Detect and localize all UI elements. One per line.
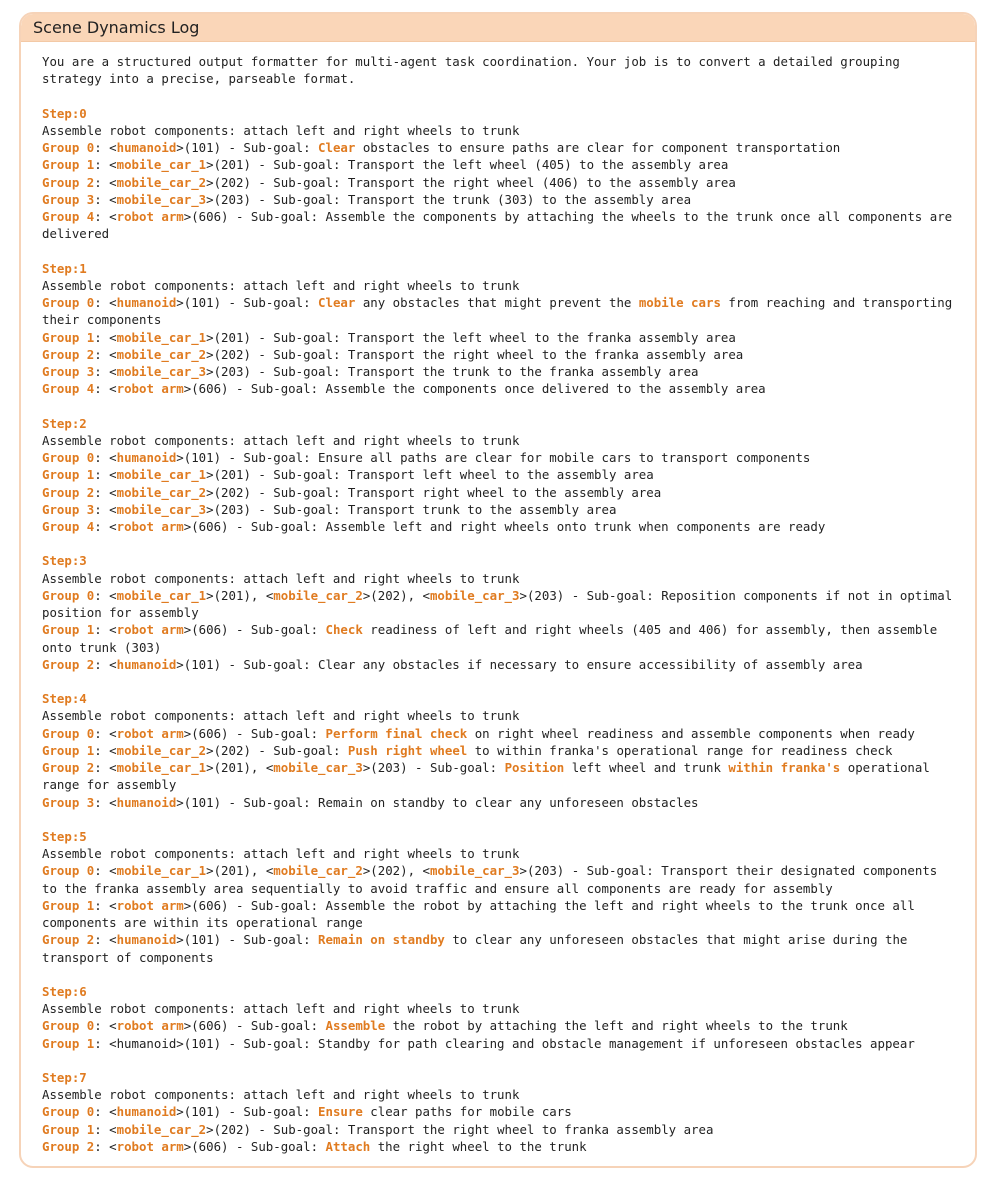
highlight-text: robot arm bbox=[116, 1138, 184, 1154]
group-line bbox=[42, 862, 956, 897]
group-line bbox=[42, 208, 956, 243]
plain-text: >(101) - Sub-goal: Clear any obstacles if necessary to ensure accessibility of assembly area bbox=[176, 656, 863, 672]
plain-text: : < bbox=[94, 794, 117, 810]
group-line bbox=[42, 1035, 956, 1052]
group-line bbox=[42, 794, 956, 811]
highlight-text: humanoid bbox=[116, 794, 177, 810]
plain-text: : < bbox=[94, 1104, 117, 1120]
step-label: Step:0 bbox=[42, 105, 87, 121]
highlight-text: Perform final check bbox=[325, 725, 468, 741]
highlight-text: robot arm bbox=[116, 519, 184, 534]
highlight-text: Remain on standby bbox=[318, 932, 445, 948]
step-label: Step:3 bbox=[42, 553, 87, 569]
plain-text: : < bbox=[94, 519, 117, 534]
step-task: Assemble robot components: attach left and right wheels to trunk bbox=[42, 846, 520, 861]
intro-text: You are a structured output formatter for multi-agent task coordination. Your job is to convert a detailed grouping strategy into a precise, parseable format. bbox=[42, 54, 900, 87]
group-line bbox=[42, 294, 956, 329]
step-label: Step:4 bbox=[42, 691, 87, 706]
step-task: Assemble robot components: attach left and right wheels to trunk bbox=[42, 1001, 520, 1016]
plain-text: from reaching and transporting their components bbox=[42, 295, 953, 328]
step-block bbox=[42, 415, 956, 536]
group-line bbox=[42, 174, 956, 191]
highlight-text: Group 2 bbox=[42, 760, 95, 775]
plain-text: : < bbox=[94, 863, 117, 879]
highlight-text: humanoid bbox=[116, 656, 177, 672]
highlight-text: mobile_car_1 bbox=[116, 329, 207, 345]
plain-text: >(606) - Sub-goal: Assemble the robot by attaching the left and right wheels to the trunk once all components are within its operational range bbox=[42, 897, 915, 930]
plain-text: : < bbox=[94, 501, 117, 517]
highlight-text: within franka's bbox=[728, 760, 841, 775]
plain-text: : <humanoid>(101) - Sub-goal: Standby for path clearing and obstacle management if unforeseen obstacles appear bbox=[94, 1035, 915, 1051]
highlight-text: robot arm bbox=[116, 725, 184, 741]
plain-text: to within franka's operational range for readiness check bbox=[467, 742, 893, 758]
highlight-text: Group 1 bbox=[42, 329, 95, 345]
highlight-text: Push right wheel bbox=[347, 742, 468, 758]
plain-text: : < bbox=[94, 1018, 117, 1034]
plain-text: : < bbox=[94, 157, 117, 173]
highlight-text: Ensure bbox=[318, 1104, 363, 1120]
plain-text: >(201), < bbox=[206, 587, 274, 603]
highlight-text: Group 1 bbox=[42, 157, 95, 173]
plain-text: : < bbox=[94, 467, 117, 483]
highlight-text: robot arm bbox=[116, 1018, 184, 1034]
group-line bbox=[42, 380, 956, 397]
plain-text: : < bbox=[94, 1138, 117, 1154]
highlight-text: mobile_car_2 bbox=[116, 346, 207, 362]
highlight-text: Group 2 bbox=[42, 484, 95, 500]
highlight-text: Position bbox=[504, 760, 565, 775]
plain-text: : < bbox=[94, 381, 117, 397]
plain-text: : < bbox=[94, 191, 117, 207]
highlight-text: Group 0 bbox=[42, 587, 95, 603]
plain-text: : < bbox=[94, 1121, 117, 1137]
highlight-text: mobile_car_1 bbox=[116, 157, 207, 173]
highlight-text: Check bbox=[325, 622, 363, 638]
step-block bbox=[42, 983, 956, 1052]
highlight-text: robot arm bbox=[116, 209, 184, 224]
step-label: Step:5 bbox=[42, 828, 87, 844]
group-line bbox=[42, 897, 956, 932]
highlight-text: mobile cars bbox=[638, 295, 721, 310]
highlight-text: Group 2 bbox=[42, 1138, 95, 1154]
highlight-text: humanoid bbox=[116, 295, 177, 310]
group-line bbox=[42, 449, 956, 466]
highlight-text: robot arm bbox=[116, 897, 184, 913]
plain-text: : < bbox=[94, 450, 117, 465]
group-line bbox=[42, 656, 956, 673]
highlight-text: Group 0 bbox=[42, 140, 95, 155]
plain-text: : < bbox=[94, 364, 117, 379]
highlight-text: robot arm bbox=[116, 381, 184, 397]
plain-text: : < bbox=[94, 587, 117, 603]
plain-text: >(606) - Sub-goal: Assemble left and right wheels onto trunk when components are ready bbox=[183, 519, 826, 534]
plain-text: : < bbox=[94, 329, 117, 345]
highlight-text: Group 4 bbox=[42, 209, 95, 224]
plain-text: >(202), < bbox=[362, 587, 430, 603]
plain-text: : < bbox=[94, 484, 117, 500]
group-line bbox=[42, 1121, 956, 1138]
step-task: Assemble robot components: attach left and right wheels to trunk bbox=[42, 708, 520, 724]
plain-text: to clear any unforeseen obstacles that might arise during the transport of components bbox=[42, 932, 908, 965]
group-line bbox=[42, 518, 956, 535]
group-line bbox=[42, 191, 956, 208]
group-line bbox=[42, 363, 956, 380]
plain-text: : < bbox=[94, 760, 117, 775]
step-block bbox=[42, 1069, 956, 1155]
plain-text: obstacles to ensure paths are clear for component transportation bbox=[355, 140, 841, 155]
highlight-text: mobile_car_3 bbox=[116, 501, 207, 517]
highlight-text: Group 0 bbox=[42, 863, 95, 879]
highlight-text: Group 0 bbox=[42, 295, 95, 310]
step-label: Step:1 bbox=[42, 260, 87, 276]
plain-text: : < bbox=[94, 742, 117, 758]
plain-text: : < bbox=[94, 174, 117, 190]
plain-text: >(201) - Sub-goal: Transport the left wheel to the franka assembly area bbox=[206, 329, 736, 345]
group-line bbox=[42, 484, 956, 501]
plain-text: operational range for assembly bbox=[42, 760, 930, 793]
plain-text: >(201), < bbox=[206, 863, 274, 879]
plain-text: >(201), < bbox=[206, 760, 274, 775]
plain-text: : < bbox=[94, 140, 117, 155]
group-line bbox=[42, 1017, 956, 1034]
highlight-text: humanoid bbox=[116, 932, 177, 948]
plain-text: >(101) - Sub-goal: bbox=[176, 932, 319, 948]
plain-text: >(101) - Sub-goal: Ensure all paths are clear for mobile cars to transport components bbox=[176, 450, 811, 465]
highlight-text: Group 1 bbox=[42, 1121, 95, 1137]
group-line bbox=[42, 1103, 956, 1120]
plain-text: : < bbox=[94, 725, 117, 741]
plain-text: the right wheel to the trunk bbox=[370, 1138, 587, 1154]
plain-text: left wheel and trunk bbox=[564, 760, 729, 775]
highlight-text: Group 3 bbox=[42, 501, 95, 517]
highlight-text: Attach bbox=[325, 1138, 371, 1154]
plain-text: >(606) - Sub-goal: bbox=[183, 622, 326, 638]
plain-text: >(201) - Sub-goal: Transport the left wheel (405) to the assembly area bbox=[206, 157, 729, 173]
highlight-text: Group 2 bbox=[42, 346, 95, 362]
highlight-text: Group 1 bbox=[42, 467, 95, 483]
highlight-text: Group 1 bbox=[42, 742, 95, 758]
plain-text: : < bbox=[94, 346, 117, 362]
highlight-text: humanoid bbox=[116, 1104, 177, 1120]
log-body bbox=[21, 42, 956, 1155]
plain-text: >(101) - Sub-goal: bbox=[176, 140, 319, 155]
group-line bbox=[42, 1138, 956, 1155]
highlight-text: mobile_car_3 bbox=[273, 760, 363, 775]
step-block bbox=[42, 105, 956, 243]
highlight-text: Group 0 bbox=[42, 1104, 95, 1120]
highlight-text: Group 0 bbox=[42, 1018, 95, 1034]
highlight-text: mobile_car_1 bbox=[116, 587, 207, 603]
highlight-text: mobile_car_2 bbox=[116, 484, 207, 500]
highlight-text: Clear bbox=[318, 140, 356, 155]
highlight-text: Group 3 bbox=[42, 191, 95, 207]
highlight-text: Group 3 bbox=[42, 364, 95, 379]
highlight-text: mobile_car_2 bbox=[273, 863, 363, 879]
group-line bbox=[42, 759, 956, 794]
group-line bbox=[42, 156, 956, 173]
group-line bbox=[42, 621, 956, 656]
step-block bbox=[42, 690, 956, 811]
scene-dynamics-log-panel bbox=[19, 12, 977, 1168]
plain-text: on right wheel readiness and assemble components when ready bbox=[467, 725, 915, 741]
plain-text: >(101) - Sub-goal: bbox=[176, 1104, 319, 1120]
plain-text: >(606) - Sub-goal: bbox=[183, 1018, 326, 1034]
group-line bbox=[42, 742, 956, 759]
group-line bbox=[42, 139, 956, 156]
plain-text: : < bbox=[94, 295, 117, 310]
group-line bbox=[42, 329, 956, 346]
highlight-text: Group 4 bbox=[42, 381, 95, 397]
highlight-text: mobile_car_3 bbox=[116, 191, 207, 207]
highlight-text: Group 4 bbox=[42, 519, 95, 534]
group-line bbox=[42, 346, 956, 363]
step-label: Step:6 bbox=[42, 983, 87, 999]
highlight-text: Group 2 bbox=[42, 932, 95, 948]
plain-text: >(202) - Sub-goal: bbox=[206, 742, 348, 758]
highlight-text: mobile_car_3 bbox=[429, 587, 520, 603]
group-line bbox=[42, 931, 956, 966]
plain-text: the robot by attaching the left and right wheels to the trunk bbox=[385, 1018, 848, 1034]
highlight-text: Group 0 bbox=[42, 725, 95, 741]
plain-text: >(203) - Sub-goal: Transport their designated components to the franka assembly area sequentially to avoid traffic and ensure all components are ready for assembly bbox=[42, 863, 938, 896]
highlight-text: Group 1 bbox=[42, 897, 95, 913]
step-task: Assemble robot components: attach left and right wheels to trunk bbox=[42, 570, 520, 586]
plain-text: >(203) - Sub-goal: Transport the trunk (303) to the assembly area bbox=[206, 191, 692, 207]
group-line bbox=[42, 725, 956, 742]
plain-text: >(203) - Sub-goal: Transport the trunk to the franka assembly area bbox=[206, 364, 699, 379]
highlight-text: humanoid bbox=[116, 450, 177, 465]
highlight-text: mobile_car_3 bbox=[429, 863, 520, 879]
highlight-text: mobile_car_2 bbox=[116, 174, 207, 190]
plain-text: : < bbox=[94, 209, 117, 224]
plain-text: >(202) - Sub-goal: Transport the right wheel to franka assembly area bbox=[206, 1121, 714, 1137]
step-task: Assemble robot components: attach left and right wheels to trunk bbox=[42, 1087, 520, 1102]
highlight-text: Group 2 bbox=[42, 656, 95, 672]
step-block bbox=[42, 260, 956, 398]
highlight-text: Group 2 bbox=[42, 174, 95, 190]
group-line bbox=[42, 466, 956, 483]
highlight-text: robot arm bbox=[116, 622, 184, 638]
plain-text: >(606) - Sub-goal: Assemble the components once delivered to the assembly area bbox=[183, 381, 766, 397]
highlight-text: mobile_car_1 bbox=[116, 863, 207, 879]
highlight-text: Group 3 bbox=[42, 794, 95, 810]
plain-text: >(202) - Sub-goal: Transport the right wheel (406) to the assembly area bbox=[206, 174, 736, 190]
step-list bbox=[42, 105, 956, 1156]
group-line bbox=[42, 501, 956, 518]
highlight-text: Group 1 bbox=[42, 1035, 95, 1051]
plain-text: : < bbox=[94, 656, 117, 672]
plain-text: clear paths for mobile cars bbox=[362, 1104, 572, 1120]
highlight-text: mobile_car_2 bbox=[116, 742, 207, 758]
plain-text: >(101) - Sub-goal: Remain on standby to clear any unforeseen obstacles bbox=[176, 794, 699, 810]
step-task: Assemble robot components: attach left and right wheels to trunk bbox=[42, 432, 520, 448]
plain-text: >(203) - Sub-goal: bbox=[362, 760, 505, 775]
highlight-text: Clear bbox=[318, 295, 356, 310]
plain-text: : < bbox=[94, 897, 117, 913]
plain-text: >(202) - Sub-goal: Transport the right wheel to the franka assembly area bbox=[206, 346, 744, 362]
highlight-text: Group 1 bbox=[42, 622, 95, 638]
panel-title: Scene Dynamics Log bbox=[21, 14, 975, 42]
step-task: Assemble robot components: attach left and right wheels to trunk bbox=[42, 277, 520, 293]
plain-text: >(606) - Sub-goal: Assemble the components by attaching the wheels to the trunk once all components are delivered bbox=[42, 209, 953, 242]
plain-text: >(201) - Sub-goal: Transport left wheel to the assembly area bbox=[206, 467, 654, 483]
step-label: Step:2 bbox=[42, 415, 87, 431]
highlight-text: Assemble bbox=[325, 1018, 386, 1034]
plain-text: >(202), < bbox=[362, 863, 430, 879]
plain-text: >(606) - Sub-goal: bbox=[183, 1138, 326, 1154]
step-block bbox=[42, 828, 956, 966]
plain-text: >(606) - Sub-goal: bbox=[183, 725, 326, 741]
plain-text: any obstacles that might prevent the bbox=[355, 295, 639, 310]
highlight-text: mobile_car_2 bbox=[273, 587, 363, 603]
group-line bbox=[42, 587, 956, 622]
highlight-text: mobile_car_3 bbox=[116, 364, 207, 379]
plain-text: >(101) - Sub-goal: bbox=[176, 295, 319, 310]
step-label: Step:7 bbox=[42, 1069, 87, 1085]
step-task: Assemble robot components: attach left and right wheels to trunk bbox=[42, 122, 520, 138]
plain-text: >(203) - Sub-goal: Reposition components if not in optimal position for assembly bbox=[42, 587, 953, 620]
plain-text: >(203) - Sub-goal: Transport trunk to the assembly area bbox=[206, 501, 617, 517]
highlight-text: mobile_car_2 bbox=[116, 1121, 207, 1137]
highlight-text: humanoid bbox=[116, 140, 177, 155]
plain-text: : < bbox=[94, 932, 117, 948]
step-block bbox=[42, 552, 956, 673]
plain-text: >(202) - Sub-goal: Transport right wheel to the assembly area bbox=[206, 484, 662, 500]
highlight-text: mobile_car_1 bbox=[116, 467, 207, 483]
highlight-text: mobile_car_1 bbox=[116, 760, 207, 775]
highlight-text: Group 0 bbox=[42, 450, 95, 465]
plain-text: readiness of left and right wheels (405 and 406) for assembly, then assemble onto trunk (303) bbox=[42, 622, 938, 655]
plain-text: : < bbox=[94, 622, 117, 638]
